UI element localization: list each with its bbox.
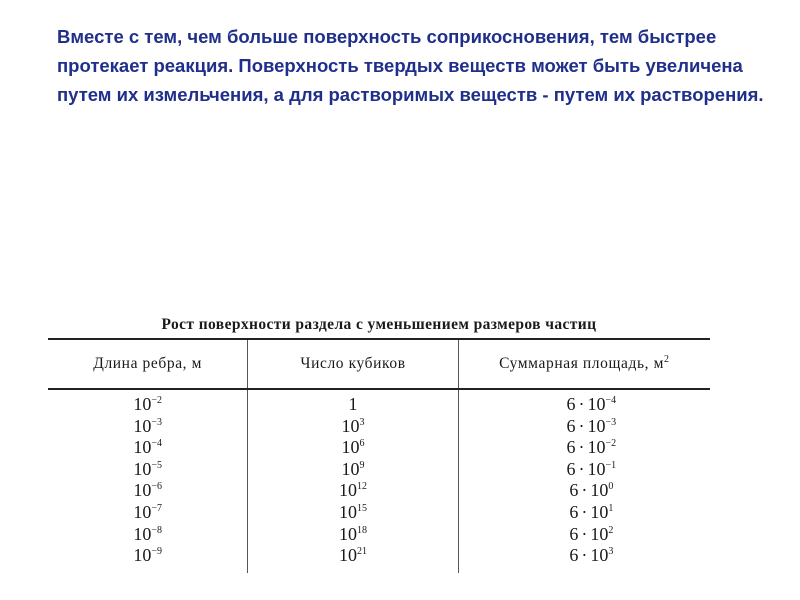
cube-count-base: 10 <box>339 545 358 566</box>
total-area-cell <box>458 502 710 524</box>
cube-count-base: 1 <box>348 394 358 414</box>
cube-count-cell <box>248 545 458 573</box>
total-area-cell <box>458 416 710 438</box>
cube-count-base: 10 <box>339 480 358 501</box>
total-area-base: 10 <box>590 523 609 544</box>
edge-length-cell <box>48 545 248 573</box>
multiply-dot: · <box>581 501 588 522</box>
cube-count-cell <box>248 437 458 459</box>
intro-paragraph: Вместе с тем, чем больше поверхность соприкосновения, тем быстрее протекает реакция. Поверхность твердых веществ может быть увеличена путем их измельчения, а для растворимых веществ - путем их растворения. <box>57 26 764 105</box>
cube-count-exponent: 9 <box>359 459 365 471</box>
particle-surface-table <box>48 338 710 573</box>
edge-length-base: 10 <box>133 545 152 566</box>
table-row <box>48 389 710 416</box>
table-row <box>48 502 710 524</box>
total-area-base: 10 <box>587 458 606 479</box>
cube-count-base: 10 <box>341 458 360 479</box>
total-area-base: 10 <box>590 480 609 501</box>
total-area-coefficient: 6 <box>569 501 579 522</box>
table-caption: Рост поверхности раздела с уменьшением размеров частиц <box>161 316 597 333</box>
total-area-exponent: −3 <box>605 416 617 428</box>
total-area-base: 10 <box>587 415 606 436</box>
cube-count-cell <box>248 524 458 546</box>
cube-count-exponent: 21 <box>357 546 368 558</box>
cube-count-cell <box>248 459 458 481</box>
total-area-exponent: 1 <box>608 502 614 514</box>
particle-surface-table-figure <box>48 312 710 573</box>
cube-count-base: 10 <box>339 523 358 544</box>
edge-length-exponent: −2 <box>151 395 162 406</box>
total-area-base: 10 <box>590 545 609 566</box>
multiply-dot: · <box>581 480 588 501</box>
total-area-coefficient: 6 <box>566 458 576 479</box>
multiply-dot: · <box>581 523 588 544</box>
edge-length-exponent: −5 <box>151 459 162 471</box>
total-area-exponent: −1 <box>605 459 617 471</box>
total-area-cell <box>458 389 710 416</box>
header-cube-count <box>248 339 458 389</box>
total-area-coefficient: 6 <box>569 480 579 501</box>
total-area-cell <box>458 480 710 502</box>
multiply-dot: · <box>578 415 585 436</box>
total-area-cell <box>458 545 710 573</box>
cube-count-base: 10 <box>339 501 358 522</box>
multiply-dot: · <box>578 394 585 414</box>
edge-length-exponent: −6 <box>151 481 162 493</box>
edge-length-exponent: −4 <box>151 438 162 450</box>
header-edge-length <box>48 339 248 389</box>
edge-length-base: 10 <box>133 501 152 522</box>
cube-count-exponent: 3 <box>359 416 365 428</box>
header-edge-length-label: Длина ребра, м <box>93 355 203 372</box>
cube-count-exponent: 15 <box>357 502 368 514</box>
header-total-area-label: Суммарная площадь, м <box>499 355 665 372</box>
total-area-exponent: 0 <box>608 481 614 493</box>
edge-length-cell <box>48 502 248 524</box>
multiply-dot: · <box>578 437 585 458</box>
multiply-dot: · <box>578 458 585 479</box>
edge-length-cell <box>48 416 248 438</box>
multiply-dot: · <box>581 545 588 566</box>
total-area-base: 10 <box>587 394 606 414</box>
header-area-unit-exponent: 2 <box>664 353 670 365</box>
total-area-exponent: −4 <box>605 395 617 406</box>
total-area-exponent: −2 <box>605 438 617 450</box>
total-area-base: 10 <box>587 437 606 458</box>
cube-count-cell <box>248 389 458 416</box>
total-area-coefficient: 6 <box>566 415 576 436</box>
total-area-cell <box>458 459 710 481</box>
edge-length-cell <box>48 524 248 546</box>
edge-length-exponent: −9 <box>151 546 162 558</box>
edge-length-base: 10 <box>133 394 152 414</box>
edge-length-cell <box>48 437 248 459</box>
total-area-exponent: 3 <box>608 546 614 558</box>
cube-count-exponent: 18 <box>357 524 368 536</box>
total-area-cell <box>458 524 710 546</box>
table-body <box>48 389 710 573</box>
edge-length-base: 10 <box>133 437 152 458</box>
edge-length-exponent: −8 <box>151 524 162 536</box>
header-cube-count-label: Число кубиков <box>300 355 406 372</box>
edge-length-base: 10 <box>133 458 152 479</box>
table-row <box>48 459 710 481</box>
edge-length-cell <box>48 480 248 502</box>
table-row <box>48 545 710 573</box>
cube-count-exponent: 12 <box>357 481 368 493</box>
cube-count-cell <box>248 480 458 502</box>
edge-length-base: 10 <box>133 415 152 436</box>
total-area-coefficient: 6 <box>566 394 576 414</box>
edge-length-exponent: −3 <box>151 416 162 428</box>
edge-length-base: 10 <box>133 480 152 501</box>
total-area-exponent: 2 <box>608 524 614 536</box>
table-row <box>48 437 710 459</box>
total-area-cell <box>458 437 710 459</box>
cube-count-base: 10 <box>341 415 360 436</box>
edge-length-cell <box>48 389 248 416</box>
total-area-coefficient: 6 <box>569 545 579 566</box>
total-area-coefficient: 6 <box>566 437 576 458</box>
total-area-coefficient: 6 <box>569 523 579 544</box>
edge-length-cell <box>48 459 248 481</box>
table-row <box>48 524 710 546</box>
cube-count-base: 10 <box>341 437 360 458</box>
edge-length-base: 10 <box>133 523 152 544</box>
edge-length-exponent: −7 <box>151 502 162 514</box>
total-area-base: 10 <box>590 501 609 522</box>
table-row <box>48 480 710 502</box>
table-row <box>48 416 710 438</box>
header-total-area <box>458 339 710 389</box>
cube-count-exponent: 6 <box>359 438 365 450</box>
cube-count-cell <box>248 416 458 438</box>
cube-count-cell <box>248 502 458 524</box>
table-header-row <box>48 339 710 389</box>
